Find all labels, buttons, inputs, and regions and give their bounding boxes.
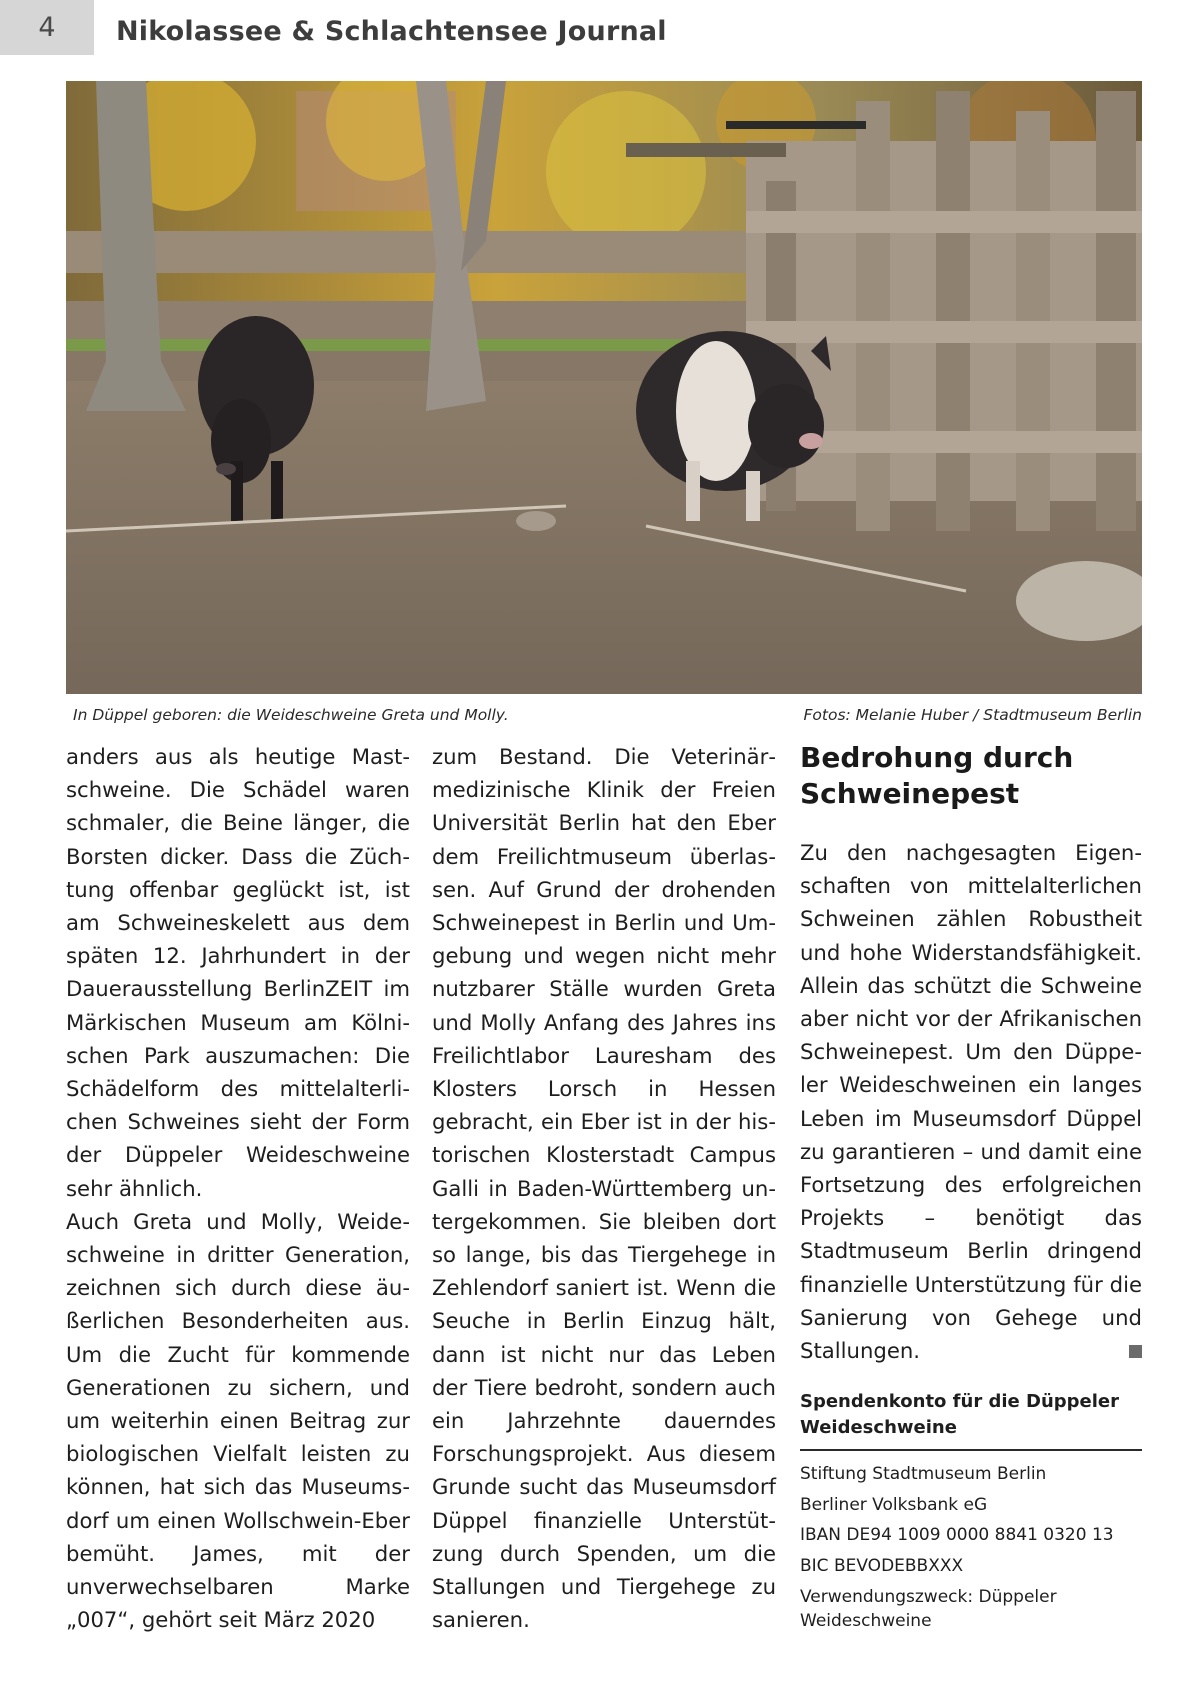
donation-details [800,1459,1142,1633]
page-number: 4 [0,0,94,55]
paragraph-text: Zu den nachgesagten Eigenschaften von mittelalterlichen Schweinen zählen Robustheit und hohe Widerstandsfähigkeit. Allein das schützt die Schweine aber nicht vor der Afrikanischen Schweinepest. Um den Düppeler Weideschweinen ein langes Leben im Museumsdorf Düppel zu garantieren – und damit eine Fortsetzung des erfolgreichen Projekts – benötigt das Stadtmuseum Berlin dringend finanzielle Unterstützung für die Sanierung von Gehege und Stallungen. [800,840,1142,1364]
donation-bic: BIC BEVODEBBXXX [800,1555,964,1576]
pig-photo-illustration [66,81,1142,694]
text-column-2 [432,740,776,1636]
paragraph: anders aus als heutige Mastschweine. Die Schädel waren schmaler, die Beine länger, die Borsten dicker. Dass die Züchtung offenbar geglückt ist, ist am Schweineskelett aus dem späten 12. Jahrhundert in der Dauerausstellung BerlinZEIT im Märkischen Museum am Kölnischen Park auszumachen: Die Schädelform des mittelalterlichen Schweines sieht der Form der Düppeler Weideschweine sehr ähnlich. [66,744,410,1201]
text-column-3 [800,740,1142,1633]
paragraph: zum Bestand. Die Veterinärmedizinische Klinik der Freien Universität Berlin hat den Eber dem Freilichtmuseum überlassen. Auf Grund der drohenden Schweinepest in Berlin und Umgebung und wegen nicht mehr nutzbarer Ställe wurden Greta und Molly Anfang des Jahres ins Freilichtlabor Lauresham des Klosters Lorsch in Hessen gebracht, ein Eber ist in der historischen Klosterstadt Campus Galli in Baden-Württemberg untergekommen. Sie bleiben dort so lange, bis das Tiergehege in Zehlendorf saniert ist. Wenn die Seuche in Berlin Einzug hält, dann ist nicht nur das Leben der Tiere bedroht, sondern auch ein Jahrzehnte dauerndes Forschungsprojekt. Aus diesem Grunde sucht das Museumsdorf Düppel finanzielle Unterstützung durch Spenden, um die Stallungen und Tiergehege zu sanieren. [432,744,776,1633]
donation-purpose: Verwendungszweck: Düppeler Weideschweine [800,1587,1057,1632]
donation-bank: Berliner Volksbank eG [800,1494,988,1515]
paragraph [800,836,1142,1367]
photo-credit: Fotos: Melanie Huber / Stadtmuseum Berlin [803,706,1142,724]
pig-photo [66,81,1142,694]
text-column-1 [66,740,410,1636]
photo-caption: In Düppel geboren: die Weideschweine Greta und Molly. [73,706,509,724]
end-of-article-icon [1129,1345,1142,1358]
donation-recipient: Stiftung Stadtmuseum Berlin [800,1464,1047,1485]
donation-iban: IBAN DE94 1009 0000 8841 0320 13 [800,1525,1114,1546]
donation-box-title: Spendenkonto für die Düppeler Weideschweine [800,1389,1142,1451]
paragraph: Auch Greta und Molly, Weideschweine in dritter Generation, zeichnen sich durch diese äußerlichen Besonderheiten aus. Um die Zucht für kommende Generationen zu sichern, und um weiterhin einen Beitrag zur biologischen Vielfalt leisten zu können, hat sich das Museumsdorf um einen Wollschwein-Eber bemüht. James, mit der unverwechselbaren Marke „007“, gehört seit März 2020 [66,1208,410,1633]
journal-title: Nikolassee & Schlachtensee Journal [116,16,667,47]
section-heading: Bedrohung durch Schweinepest [800,741,1074,810]
